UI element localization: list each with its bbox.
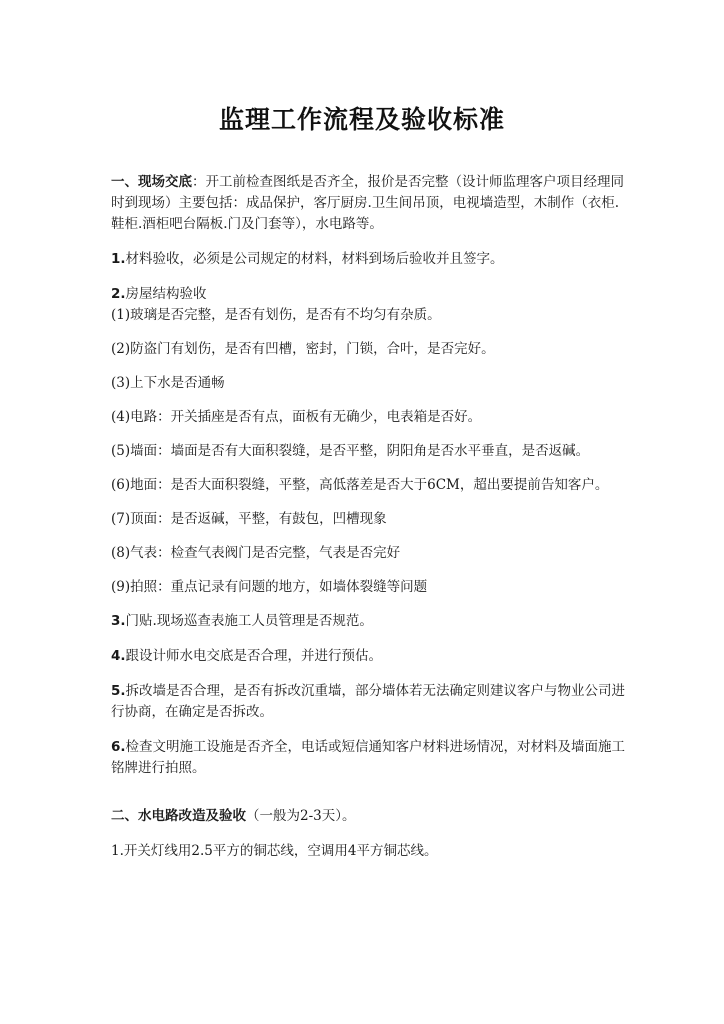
sub-item-5: (5)墙面：墙面是否有大面积裂缝，是否平整，阴阳角是否水平垂直，是否返碱。	[111, 443, 590, 459]
sub-item-3: (3)上下水是否通畅	[111, 375, 225, 391]
item2-text: 房屋结构验收	[125, 286, 207, 302]
item6-paragraph	[111, 737, 629, 779]
section1-intro-text: ：开工前检查图纸是否齐全，报价是否完整（设计师监理客户项目经理同时到现场）主要包括：成品保护，客厅厨房.卫生间吊顶，电视墙造型，木制作（衣柜.鞋柜.酒柜吧台隔板.门及门套等），水电路等。	[111, 174, 624, 232]
item5-text: 拆改墙是否合理，是否有拆改沉重墙，部分墙体若无法确定则建议客户与物业公司进行协商，在确定是否拆改。	[111, 683, 626, 720]
item4-number: 4.	[111, 648, 126, 664]
sub-item-1: (1)玻璃是否完整，是否有划伤，是否有不均匀有杂质。	[111, 307, 441, 323]
item5-number: 5.	[111, 683, 126, 699]
section1-heading: 一、现场交底	[111, 174, 192, 190]
item3-number: 3.	[111, 613, 126, 629]
section2-note: （一般为2-3天）。	[246, 808, 356, 824]
item4-text: 跟设计师水电交底是否合理，并进行预估。	[125, 648, 383, 664]
section1-intro-paragraph	[111, 172, 629, 235]
item2-heading	[111, 284, 629, 305]
item6-text: 检查文明施工设施是否齐全，电话或短信通知客户材料进场情况，对材料及墙面施工铭牌进行拍照。	[111, 739, 626, 776]
sub-item-8: (8)气表：检查气表阀门是否完整，气表是否完好	[111, 545, 401, 561]
item1-paragraph	[111, 249, 629, 270]
sub-item-2: (2)防盗门有划伤，是否有凹槽，密封，门锁，合叶，是否完好。	[111, 341, 495, 357]
item6-number: 6.	[111, 739, 126, 755]
item3-text: 门贴.现场巡查表施工人员管理是否规范。	[125, 613, 373, 629]
item1-text: 材料验收，必须是公司规定的材料，材料到场后验收并且签字。	[125, 251, 504, 267]
sub-item-9: (9)拍照：重点记录有问题的地方，如墙体裂缝等问题	[111, 579, 428, 595]
document-title: 监理工作流程及验收标准	[218, 105, 505, 134]
section2-item1: 1.开关灯线用2.5平方的铜芯线，空调用4平方铜芯线。	[111, 843, 438, 859]
sub-item-6: (6)地面：是否大面积裂缝，平整，高低落差是否大于6CM，超出要提前告知客户。	[111, 477, 609, 493]
document-body	[111, 172, 629, 862]
section2-heading-paragraph	[111, 806, 629, 827]
section2-heading: 二、水电路改造及验收	[111, 808, 246, 824]
item4-paragraph	[111, 646, 629, 667]
item5-paragraph	[111, 681, 629, 723]
item1-number: 1.	[111, 251, 126, 267]
sub-item-7: (7)顶面：是否返碱，平整，有鼓包，凹槽现象	[111, 511, 387, 527]
sub-item-4: (4)电路：开关插座是否有点，面板有无确少，电表箱是否好。	[111, 409, 482, 425]
item3-paragraph	[111, 611, 629, 632]
item2-number: 2.	[111, 286, 126, 302]
